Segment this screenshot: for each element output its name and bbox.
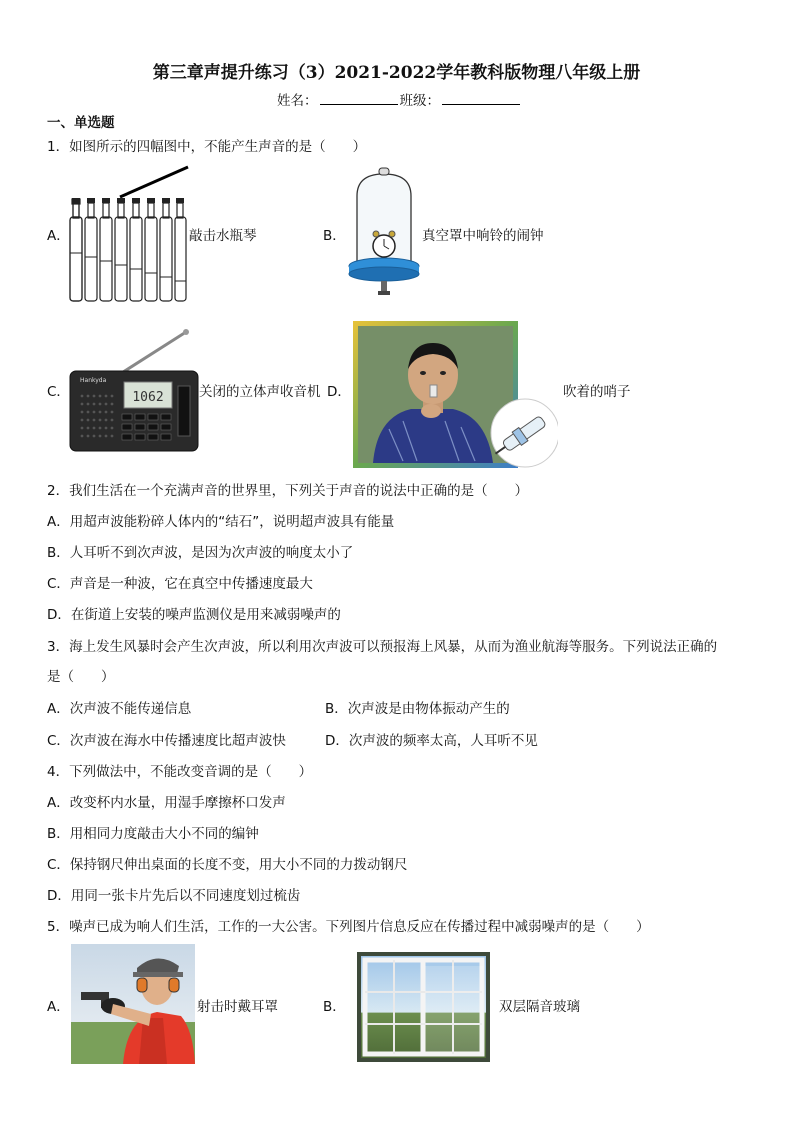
- q5-option-b-text: 双层隔音玻璃: [499, 999, 580, 1015]
- q3-stem-line2: 是（ ）: [47, 669, 115, 685]
- class-blank[interactable]: [442, 92, 520, 105]
- q1-option-d-text: 吹着的哨子: [563, 384, 631, 400]
- section-title: 一、单选题: [47, 115, 115, 131]
- q4-option-d[interactable]: D．用同一张卡片先后以不同速度划过梳齿: [47, 888, 301, 904]
- q3-option-c[interactable]: C．次声波在海水中传播速度比超声波快: [47, 733, 286, 749]
- water-bottle-xylophone-image: [66, 165, 190, 305]
- q1-option-c-text: 关闭的立体声收音机: [199, 384, 321, 400]
- q4-option-b[interactable]: B．用相同力度敲击大小不同的编钟: [47, 826, 259, 842]
- q2-stem: 2．我们生活在一个充满声音的世界里，下列关于声音的说法中正确的是（ ）: [47, 483, 529, 499]
- name-label: 姓名：: [277, 93, 318, 109]
- radio-display-readout: 1062: [132, 390, 164, 405]
- q4-option-a[interactable]: A．改变杯内水量，用湿手摩擦杯口发声: [47, 795, 286, 811]
- q2-option-b[interactable]: B．人耳听不到次声波，是因为次声波的响度太小了: [47, 545, 354, 561]
- q1-option-b-letter[interactable]: B．: [323, 228, 346, 244]
- q1-option-c-letter[interactable]: C．: [47, 384, 70, 400]
- q5-option-a-text: 射击时戴耳罩: [197, 999, 278, 1015]
- q3-option-b[interactable]: B．次声波是由物体振动产生的: [325, 701, 510, 717]
- q5-option-b-letter[interactable]: B．: [323, 999, 346, 1015]
- q5-stem: 5．噪声已成为响人们生活，工作的一大公害。下列图片信息反应在传播过程中减弱噪声的是（ ）: [47, 919, 650, 935]
- q3-option-d[interactable]: D．次声波的频率太高，人耳听不见: [325, 733, 538, 749]
- q1-option-b-text: 真空罩中响铃的闹钟: [422, 228, 544, 244]
- q4-stem: 4．下列做法中，不能改变音调的是（ ）: [47, 764, 313, 780]
- boy-blowing-whistle-image: [353, 321, 558, 468]
- q4-option-c[interactable]: C．保持钢尺伸出桌面的长度不变，用大小不同的力拨动钢尺: [47, 857, 408, 873]
- double-glazed-window-image: [357, 952, 490, 1062]
- q5-option-a-letter[interactable]: A．: [47, 999, 70, 1015]
- shooter-with-earmuffs-image: [71, 944, 195, 1064]
- q2-option-a[interactable]: A．用超声波能粉碎人体内的“结石”，说明超声波具有能量: [47, 514, 395, 530]
- q1-option-d-letter[interactable]: D．: [327, 384, 351, 400]
- q3-option-a[interactable]: A．次声波不能传递信息: [47, 701, 192, 717]
- radio-brand-label: Hankyda: [80, 377, 107, 384]
- q1-option-a-letter[interactable]: A．: [47, 228, 70, 244]
- q2-option-c[interactable]: C．声音是一种波，它在真空中传播速度最大: [47, 576, 313, 592]
- name-class-line: [277, 92, 522, 110]
- q1-stem: 1．如图所示的四幅图中，不能产生声音的是（ ）: [47, 139, 367, 155]
- page-title: 第三章声提升练习（3）2021-2022学年教科版物理八年级上册: [152, 63, 641, 83]
- q3-stem-line1: 3．海上发生风暴时会产生次声波，所以利用次声波可以预报海上风暴，从而为渔业航海等服务。下列说法正确的: [47, 639, 718, 655]
- class-label: 班级：: [399, 93, 440, 109]
- name-blank[interactable]: [320, 92, 398, 105]
- radio-image: [68, 326, 200, 452]
- vacuum-bell-jar-alarm-clock-image: [343, 166, 425, 300]
- q1-option-a-text: 敲击水瓶琴: [189, 228, 257, 244]
- q2-option-d[interactable]: D．在街道上安装的噪声监测仪是用来减弱噪声的: [47, 607, 341, 623]
